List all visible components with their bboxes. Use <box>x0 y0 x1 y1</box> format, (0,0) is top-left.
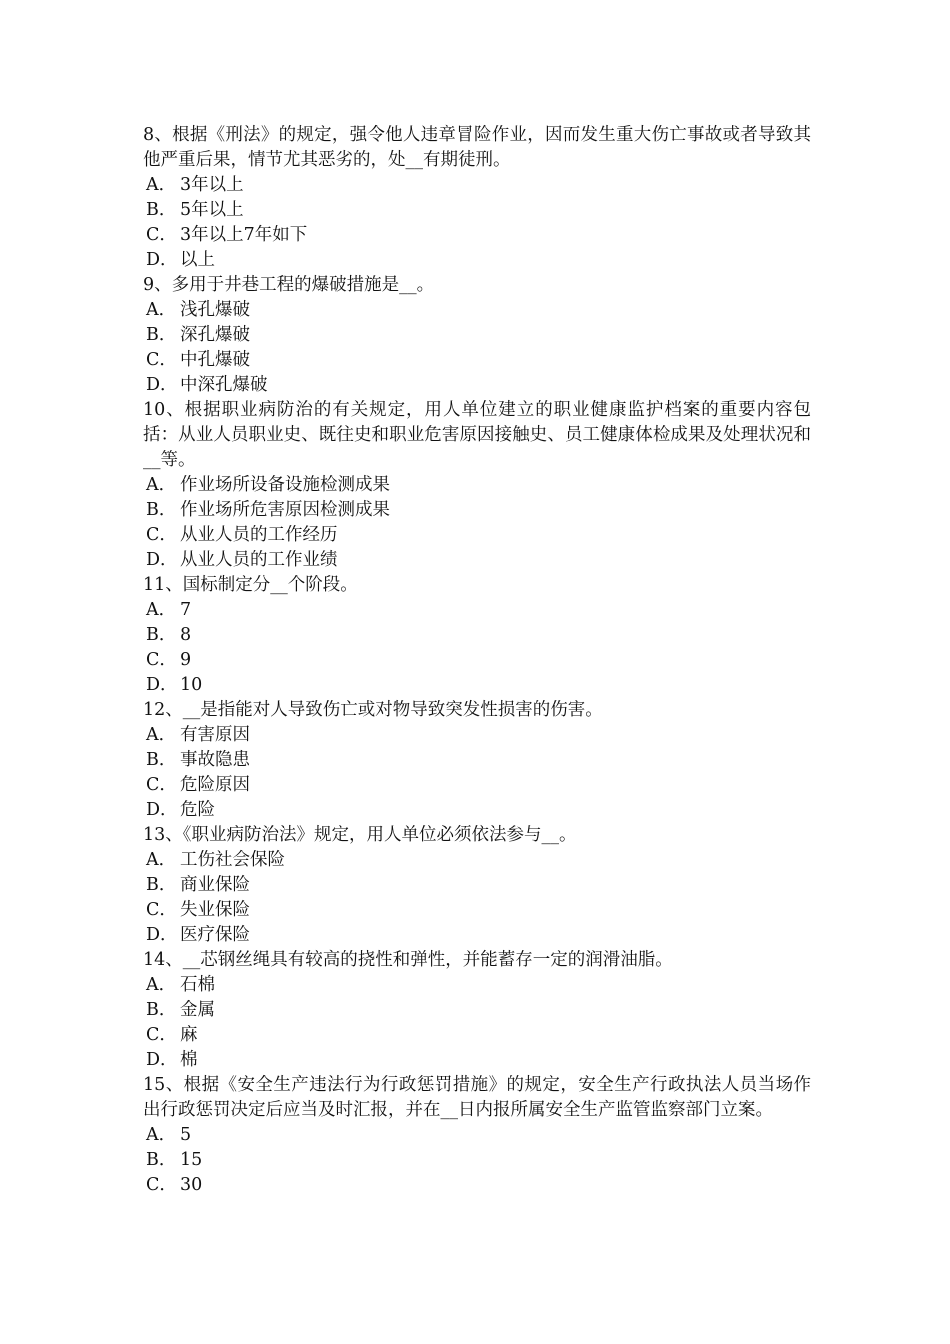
question-list <box>143 123 811 1198</box>
option-text: 9 <box>180 650 192 670</box>
question-block <box>143 123 811 273</box>
option-letter: B． <box>146 500 177 520</box>
option-c <box>143 898 811 923</box>
option-a <box>143 473 811 498</box>
option-c <box>143 348 811 373</box>
option-text: 商业保险 <box>180 875 250 895</box>
option-d <box>143 673 811 698</box>
option-letter: A． <box>146 975 177 995</box>
option-letter: A． <box>146 175 177 195</box>
option-text: 事故隐患 <box>180 750 250 770</box>
option-text: 危险 <box>180 800 215 820</box>
option-letter: D． <box>146 800 178 820</box>
option-b <box>143 748 811 773</box>
option-letter: B． <box>146 875 177 895</box>
question-stem: 13、《职业病防治法》规定，用人单位必须依法参与__。 <box>143 825 577 845</box>
option-d <box>143 923 811 948</box>
option-b <box>143 198 811 223</box>
question-block <box>143 273 811 398</box>
question-stem: 8、根据《刑法》的规定，强令他人违章冒险作业，因而发生重大伤亡事故或者导致其他严重后果，情节尤其恶劣的，处__有期徒刑。 <box>143 125 811 170</box>
option-text: 麻 <box>180 1025 198 1045</box>
question-stem: 9、多用于井巷工程的爆破措施是__。 <box>143 275 435 295</box>
option-d <box>143 248 811 273</box>
option-letter: B． <box>146 750 177 770</box>
option-letter: D． <box>146 1050 178 1070</box>
option-d <box>143 1048 811 1073</box>
option-text: 7 <box>180 600 192 620</box>
option-text: 危险原因 <box>180 775 250 795</box>
option-text: 从业人员的工作经历 <box>180 525 338 545</box>
option-a <box>143 298 811 323</box>
option-c <box>143 773 811 798</box>
option-letter: C． <box>146 900 177 920</box>
option-letter: D． <box>146 375 178 395</box>
question-block <box>143 948 811 1073</box>
option-c <box>143 1023 811 1048</box>
option-text: 以上 <box>180 250 215 270</box>
option-a <box>143 598 811 623</box>
option-b <box>143 873 811 898</box>
option-text: 作业场所危害原因检测成果 <box>180 500 390 520</box>
option-text: 金属 <box>180 1000 215 1020</box>
option-text: 工伤社会保险 <box>180 850 285 870</box>
option-letter: C． <box>146 1175 177 1195</box>
option-letter: B． <box>146 1000 177 1020</box>
option-letter: B． <box>146 325 177 345</box>
option-letter: C． <box>146 650 177 670</box>
option-letter: C． <box>146 775 177 795</box>
option-text: 深孔爆破 <box>180 325 250 345</box>
option-text: 石棉 <box>180 975 215 995</box>
option-d <box>143 373 811 398</box>
question-block <box>143 573 811 698</box>
option-text: 5 <box>180 1125 192 1145</box>
option-text: 5年以上 <box>180 200 244 220</box>
option-letter: D． <box>146 250 178 270</box>
option-text: 作业场所设备设施检测成果 <box>180 475 390 495</box>
option-letter: A． <box>146 475 177 495</box>
option-letter: B． <box>146 1150 177 1170</box>
option-letter: A． <box>146 850 177 870</box>
option-a <box>143 848 811 873</box>
option-text: 10 <box>180 675 203 695</box>
option-text: 3年以上 <box>180 175 244 195</box>
question-stem: 15、根据《安全生产违法行为行政惩罚措施》的规定，安全生产行政执法人员当场作出行政惩罚决定后应当及时汇报，并在__日内报所属安全生产监管监察部门立案。 <box>143 1075 811 1120</box>
option-a <box>143 723 811 748</box>
option-letter: C． <box>146 350 177 370</box>
option-letter: A． <box>146 600 177 620</box>
question-stem: 11、国标制定分__个阶段。 <box>143 575 358 595</box>
option-b <box>143 498 811 523</box>
option-letter: B． <box>146 625 177 645</box>
option-text: 有害原因 <box>180 725 250 745</box>
question-block <box>143 1073 811 1198</box>
option-text: 30 <box>180 1175 203 1195</box>
question-block <box>143 398 811 573</box>
option-letter: A． <box>146 300 177 320</box>
option-b <box>143 1148 811 1173</box>
option-text: 8 <box>180 625 192 645</box>
option-b <box>143 323 811 348</box>
option-text: 棉 <box>180 1050 198 1070</box>
option-letter: C． <box>146 1025 177 1045</box>
question-stem: 10、根据职业病防治的有关规定，用人单位建立的职业健康监护档案的重要内容包括：从业人员职业史、既往史和职业危害原因接触史、员工健康体检成果及处理状况和__等。 <box>143 400 811 470</box>
option-letter: D． <box>146 675 178 695</box>
option-text: 3年以上7年如下 <box>180 225 308 245</box>
option-c <box>143 648 811 673</box>
option-letter: A． <box>146 725 177 745</box>
option-text: 浅孔爆破 <box>180 300 250 320</box>
question-stem: 14、__芯钢丝绳具有较高的挠性和弹性，并能蓄存一定的润滑油脂。 <box>143 950 673 970</box>
option-c <box>143 523 811 548</box>
option-b <box>143 998 811 1023</box>
option-b <box>143 623 811 648</box>
question-stem: 12、__是指能对人导致伤亡或对物导致突发性损害的伤害。 <box>143 700 603 720</box>
option-a <box>143 173 811 198</box>
question-block <box>143 823 811 948</box>
option-c <box>143 223 811 248</box>
option-letter: D． <box>146 925 178 945</box>
option-text: 从业人员的工作业绩 <box>180 550 338 570</box>
option-letter: A． <box>146 1125 177 1145</box>
option-letter: C． <box>146 225 177 245</box>
question-block <box>143 698 811 823</box>
option-text: 15 <box>180 1150 203 1170</box>
option-text: 失业保险 <box>180 900 250 920</box>
option-c <box>143 1173 811 1198</box>
option-d <box>143 798 811 823</box>
option-d <box>143 548 811 573</box>
option-text: 中深孔爆破 <box>180 375 268 395</box>
option-a <box>143 973 811 998</box>
option-letter: D． <box>146 550 178 570</box>
option-letter: B． <box>146 200 177 220</box>
option-letter: C． <box>146 525 177 545</box>
option-text: 中孔爆破 <box>180 350 250 370</box>
option-text: 医疗保险 <box>180 925 250 945</box>
option-a <box>143 1123 811 1148</box>
